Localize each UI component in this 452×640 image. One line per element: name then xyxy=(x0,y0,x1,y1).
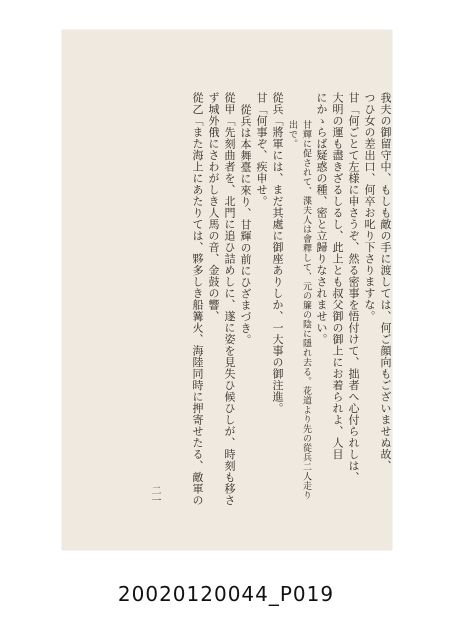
image-caption: 20020120044_P019 xyxy=(117,582,335,606)
text-column-5: にかゝらば疑惑の種、密と立歸りなされませい。 xyxy=(315,92,328,345)
stage-direction-column-2: 出で。 xyxy=(287,120,297,149)
stage-direction-column-1: 甘輝に促されて、渫夫人は會釋して、元の簾の陰に隱れ去る。花道より先の從兵二人走り xyxy=(301,120,311,500)
text-column-12: ず城外俄にさわがしき人馬の音、金鼓の響、 xyxy=(207,92,220,322)
vertical-text-block xyxy=(142,92,392,552)
page-number: 二一 xyxy=(149,485,160,505)
text-column-1: 我夫の御留守中、もしも敵の手に渡しては、何ご顔向もございませぬ故、 xyxy=(379,92,392,472)
text-column-3: 甘「何ごとて左様に申さうぞ、然る密事を悟付けて、拙者へ心付られしは、 xyxy=(347,92,360,483)
text-column-9: 甘「何事ぞ、疾申せ。 xyxy=(255,92,268,207)
text-column-4: 大明の運も盡きざるしるし、此上とも叔父御の御上にお着られよ、人目 xyxy=(331,92,344,460)
text-column-13: 從乙「また海上にあたりては、夥多しき船篝火、海陸同時に押寄せたる、敵軍の xyxy=(191,92,204,506)
text-column-8: 從兵「將軍には、まだ其處に御座ありしか、一大事の御注進。 xyxy=(271,92,284,414)
text-column-2: つひ女の差出口、何卒お叱り下さりますな。 xyxy=(363,92,376,322)
text-column-10: 從兵は本舞臺に來り、甘輝の前にひざまづき。 xyxy=(239,104,252,346)
text-column-11: 從甲「先刻曲者を、北門に追ひ詰めしに、遂に姿を見失ひ候ひしが、時刻も移さ xyxy=(223,92,236,506)
book-page xyxy=(62,30,392,550)
